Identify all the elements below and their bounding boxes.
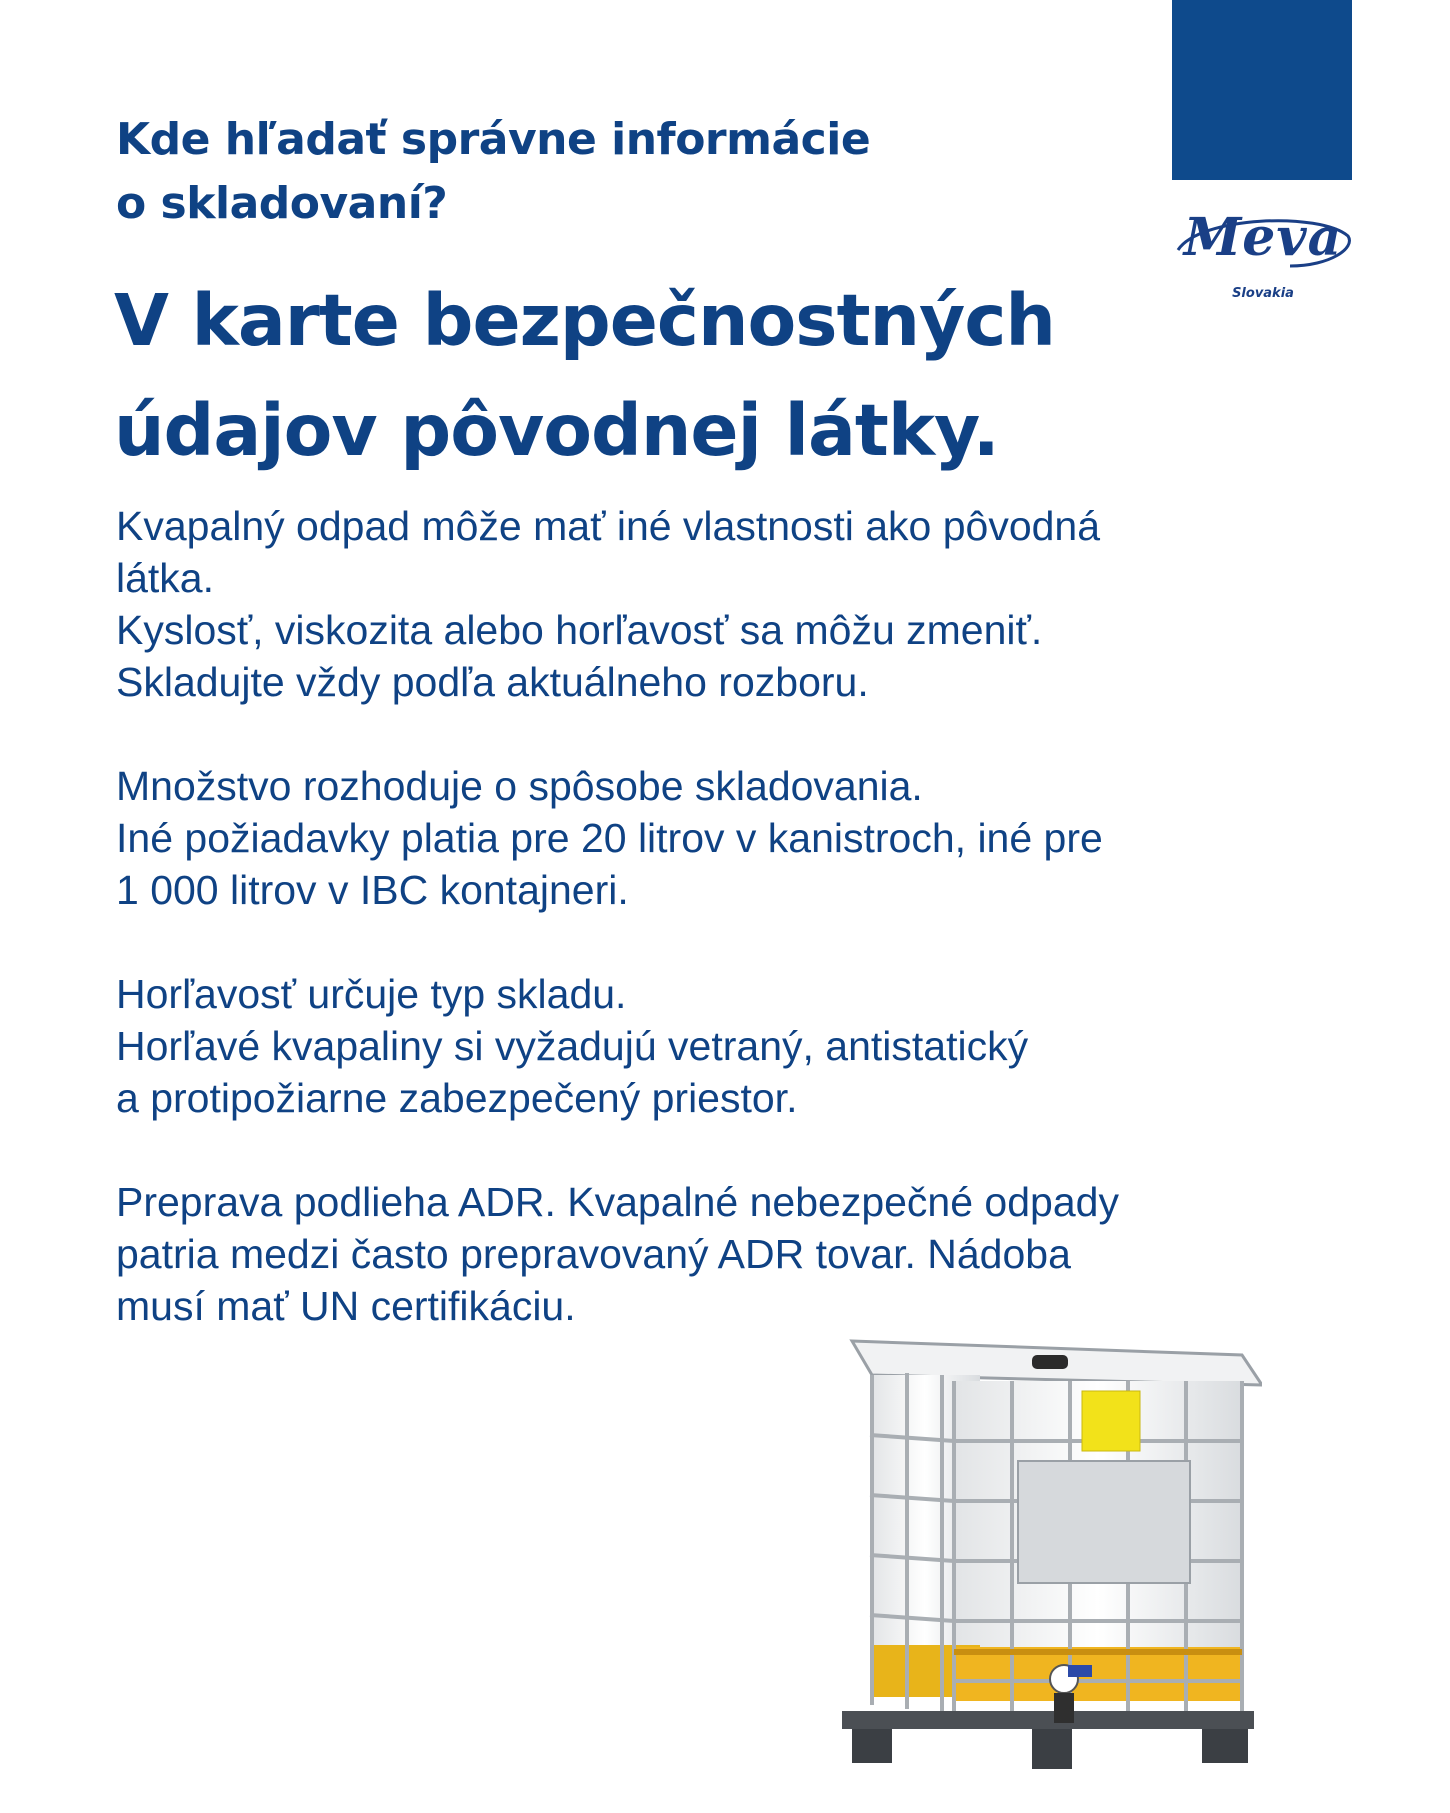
question-line: Kde hľadať správne informácie bbox=[116, 114, 871, 165]
text-line: a protipožiarne zabezpečený priestor. bbox=[116, 1075, 798, 1121]
logo-subtitle: Slovakia bbox=[1232, 286, 1294, 301]
text-line: Kyslosť, viskozita alebo horľavosť sa môžu zmeniť. bbox=[116, 607, 1043, 653]
question-heading bbox=[116, 108, 1156, 236]
text-line: Iné požiadavky platia pre 20 litrov v kanistroch, iné pre bbox=[116, 815, 1103, 861]
page-headline bbox=[114, 266, 1174, 486]
text-line: Kvapalný odpad môže mať iné vlastnosti ako pôvodná bbox=[116, 503, 1101, 549]
logo-wordmark: Meva bbox=[1183, 207, 1343, 268]
body-text bbox=[116, 500, 1296, 1384]
meva-logo bbox=[1170, 206, 1356, 306]
text-line: Horľavosť určuje typ skladu. bbox=[116, 971, 627, 1017]
text-line: Preprava podlieha ADR. Kvapalné nebezpečné odpady bbox=[116, 1179, 1119, 1225]
brand-corner-block bbox=[1172, 0, 1352, 180]
paragraph-transport bbox=[116, 1176, 1296, 1332]
headline-line: údajov pôvodnej látky. bbox=[114, 389, 999, 472]
paragraph-flammability bbox=[116, 968, 1296, 1124]
headline-line: V karte bezpečnostných bbox=[114, 279, 1055, 362]
paragraph-quantity bbox=[116, 760, 1296, 916]
ibc-container-icon bbox=[842, 1325, 1262, 1775]
text-line: patria medzi často prepravovaný ADR tovar. Nádoba bbox=[116, 1231, 1071, 1277]
text-line: Skladujte vždy podľa aktuálneho rozboru. bbox=[116, 659, 869, 705]
text-line: 1 000 litrov v IBC kontajneri. bbox=[116, 867, 629, 913]
paragraph-properties bbox=[116, 500, 1296, 708]
logo-swirl-icon bbox=[1170, 206, 1356, 286]
text-line: látka. bbox=[116, 555, 214, 601]
text-line: Množstvo rozhoduje o spôsobe skladovania. bbox=[116, 763, 923, 809]
text-line: Horľavé kvapaliny si vyžadujú vetraný, antistatický bbox=[116, 1023, 1029, 1069]
text-line: musí mať UN certifikáciu. bbox=[116, 1283, 576, 1329]
question-line: o skladovaní? bbox=[116, 178, 448, 229]
